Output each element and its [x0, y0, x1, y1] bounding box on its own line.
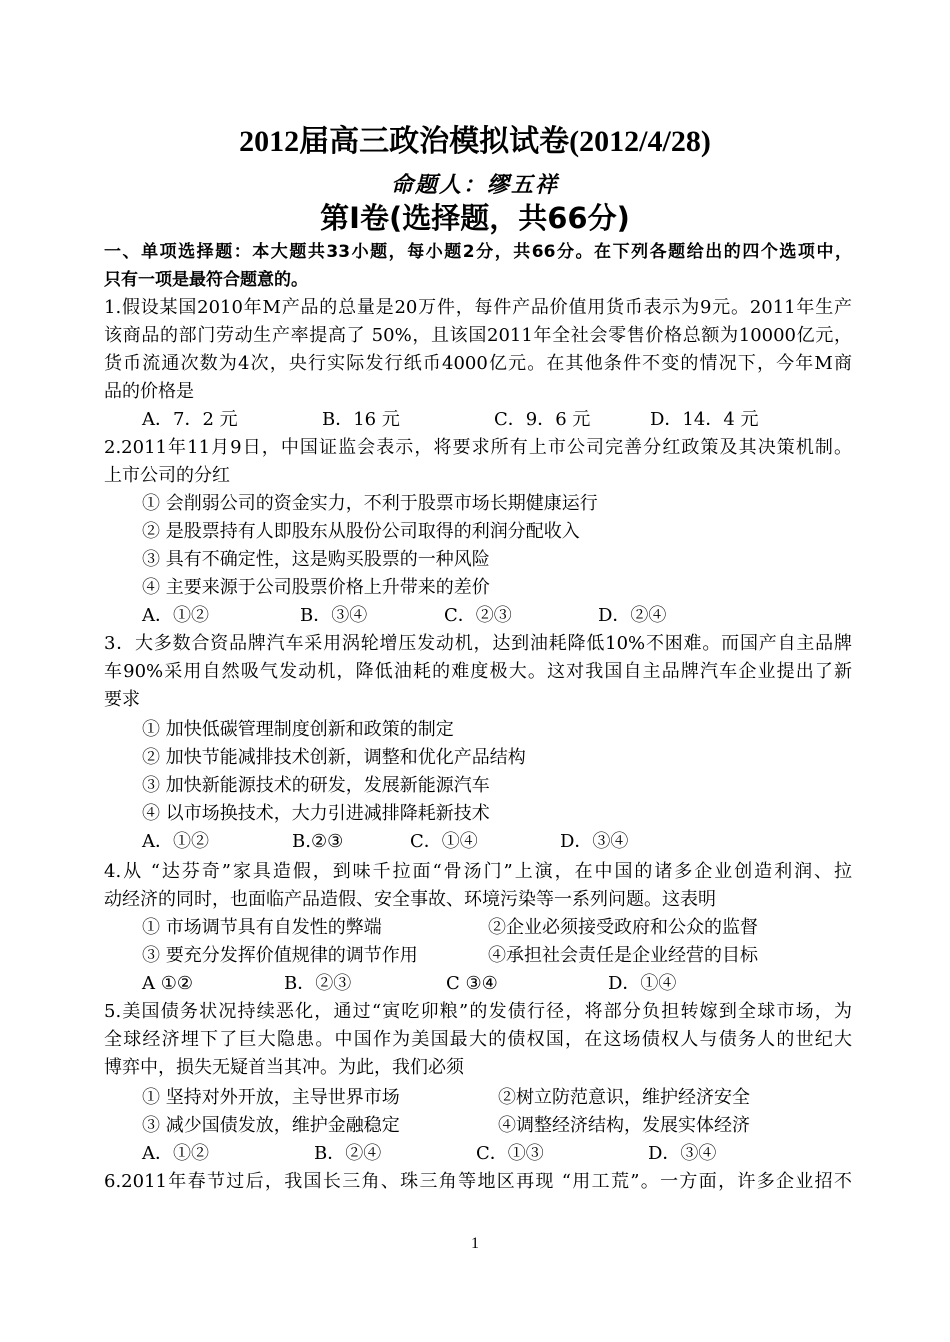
q3-item: ③ 加快新能源技术的研发，发展新能源汽车 — [142, 775, 490, 796]
q2-choice-b: B．③④ — [300, 605, 368, 626]
q5-item: ① 坚持对外开放，主导世界市场 — [142, 1087, 400, 1108]
q5-item: ④调整经济结构，发展实体经济 — [498, 1115, 750, 1136]
q2-stem-line: 2.2011年11月9日，中国证监会表示，将要求所有上市公司完善分红政策及其决策机制。 — [104, 437, 852, 458]
q3-choice-d: D．③④ — [560, 831, 629, 852]
q4-choice-b: B．②③ — [284, 973, 352, 994]
q4-choice-d: D．①④ — [608, 973, 677, 994]
part-heading: 第Ⅰ卷(选择题，共66分) — [320, 201, 630, 235]
q3-stem-line: 3．大多数合资品牌汽车采用涡轮增压发动机，达到油耗降低10%不困难。而国产自主品牌 — [104, 633, 852, 654]
q4-stem-line: 4.从 “达芬奇”家具造假，到味千拉面“骨汤门”上演，在中国的诸多企业创造利润、拉 — [104, 861, 852, 882]
q1-choices — [104, 406, 852, 434]
q1-stem-line: 1.假设某国2010年M产品的总量是20万件，每件产品价值用货币表示为9元。2011年生产 — [104, 297, 852, 318]
q1-choice-b: B．16 元 — [322, 409, 400, 430]
q5-stem-line: 5.美国债务状况持续恶化，通过“寅吃卯粮”的发债行径，将部分负担转嫁到全球市场，为 — [104, 1001, 852, 1022]
q5-items-row — [104, 1112, 852, 1140]
q2-choices — [104, 602, 852, 630]
section-instructions-line-2: 只有一项是最符合题意的。 — [104, 270, 308, 290]
q4-choices — [104, 970, 852, 998]
q1-choice-d: D．14．4 元 — [650, 409, 759, 430]
q4-item: ④承担社会责任是企业经营的目标 — [488, 945, 758, 966]
author-line: 命题人：缪五祥 — [390, 172, 559, 198]
q4-item: ②企业必须接受政府和公众的监督 — [488, 917, 758, 938]
q2-item: ② 是股票持有人即股东从股份公司取得的利润分配收入 — [142, 521, 580, 542]
q1-stem-line: 该商品的部门劳动生产率提高了 50%，且该国2011年全社会零售价格总额为10000亿元， — [104, 325, 852, 346]
q2-item: ④ 主要来源于公司股票价格上升带来的差价 — [142, 577, 490, 598]
exam-title: 2012届高三政治模拟试卷(2012/4/28) — [239, 125, 711, 158]
q1-stem-line: 品的价格是 — [104, 381, 194, 402]
q6-stem-line: 6.2011年春节过后，我国长三角、珠三角等地区再现 “用工荒”。一方面，许多企业招不 — [104, 1171, 852, 1192]
q3-item: ① 加快低碳管理制度创新和政策的制定 — [142, 719, 454, 740]
q2-item: ① 会削弱公司的资金实力，不利于股票市场长期健康运行 — [142, 493, 598, 514]
q3-choice-a: A．①② — [142, 831, 209, 852]
q5-items-row — [104, 1084, 852, 1112]
q3-stem-line: 车90%采用自然吸气发动机，降低油耗的难度极大。这对我国自主品牌汽车企业提出了新 — [104, 661, 852, 682]
q3-stem-line: 要求 — [104, 689, 140, 710]
q1-stem-line: 货币流通次数为4次，央行实际发行纸币4000亿元。在其他条件不变的情况下，今年M商 — [104, 353, 852, 374]
q4-items-row — [104, 942, 852, 970]
q2-item: ③ 具有不确定性，这是购买股票的一种风险 — [142, 549, 490, 570]
q4-choice-a: A ①② — [142, 973, 193, 994]
q5-choice-c: C．①③ — [476, 1143, 544, 1164]
q2-choice-c: C．②③ — [444, 605, 512, 626]
q3-item: ④ 以市场换技术，大力引进减排降耗新技术 — [142, 803, 490, 824]
q3-choices — [104, 828, 852, 856]
q2-choice-a: A．①② — [142, 605, 209, 626]
q4-choice-c: C ③④ — [446, 973, 498, 994]
q4-stem-line: 动经济的同时，也面临产品造假、安全事故、环境污染等一系列问题。这表明 — [104, 889, 716, 910]
q4-item: ① 市场调节具有自发性的弊端 — [142, 917, 382, 938]
q1-choice-a: A．7．2 元 — [142, 409, 238, 430]
q5-choice-a: A．①② — [142, 1143, 209, 1164]
q5-stem-line: 全球经济埋下了巨大隐患。中国作为美国最大的债权国，在这场债权人与债务人的世纪大 — [104, 1029, 852, 1050]
q4-item: ③ 要充分发挥价值规律的调节作用 — [142, 945, 418, 966]
q2-choice-d: D．②④ — [598, 605, 667, 626]
q3-item: ② 加快节能减排技术创新，调整和优化产品结构 — [142, 747, 526, 768]
q5-item: ②树立防范意识，维护经济安全 — [498, 1087, 750, 1108]
section-instructions-line-1: 一、单项选择题：本大题共33小题，每小题2分，共66分。在下列各题给出的四个选项中， — [104, 242, 852, 262]
q3-choice-c: C．①④ — [410, 831, 478, 852]
q5-choice-d: D．③④ — [648, 1143, 717, 1164]
q3-choice-b: B.②③ — [292, 831, 344, 852]
q5-item: ③ 减少国债发放，维护金融稳定 — [142, 1115, 400, 1136]
q2-stem-line: 上市公司的分红 — [104, 465, 230, 486]
q4-items-row — [104, 914, 852, 942]
q5-choice-b: B．②④ — [314, 1143, 382, 1164]
q5-choices — [104, 1140, 852, 1168]
page-number: 1 — [471, 1235, 479, 1252]
q5-stem-line: 博弈中，损失无疑首当其冲。为此，我们必须 — [104, 1057, 464, 1078]
q1-choice-c: C．9．6 元 — [494, 409, 591, 430]
